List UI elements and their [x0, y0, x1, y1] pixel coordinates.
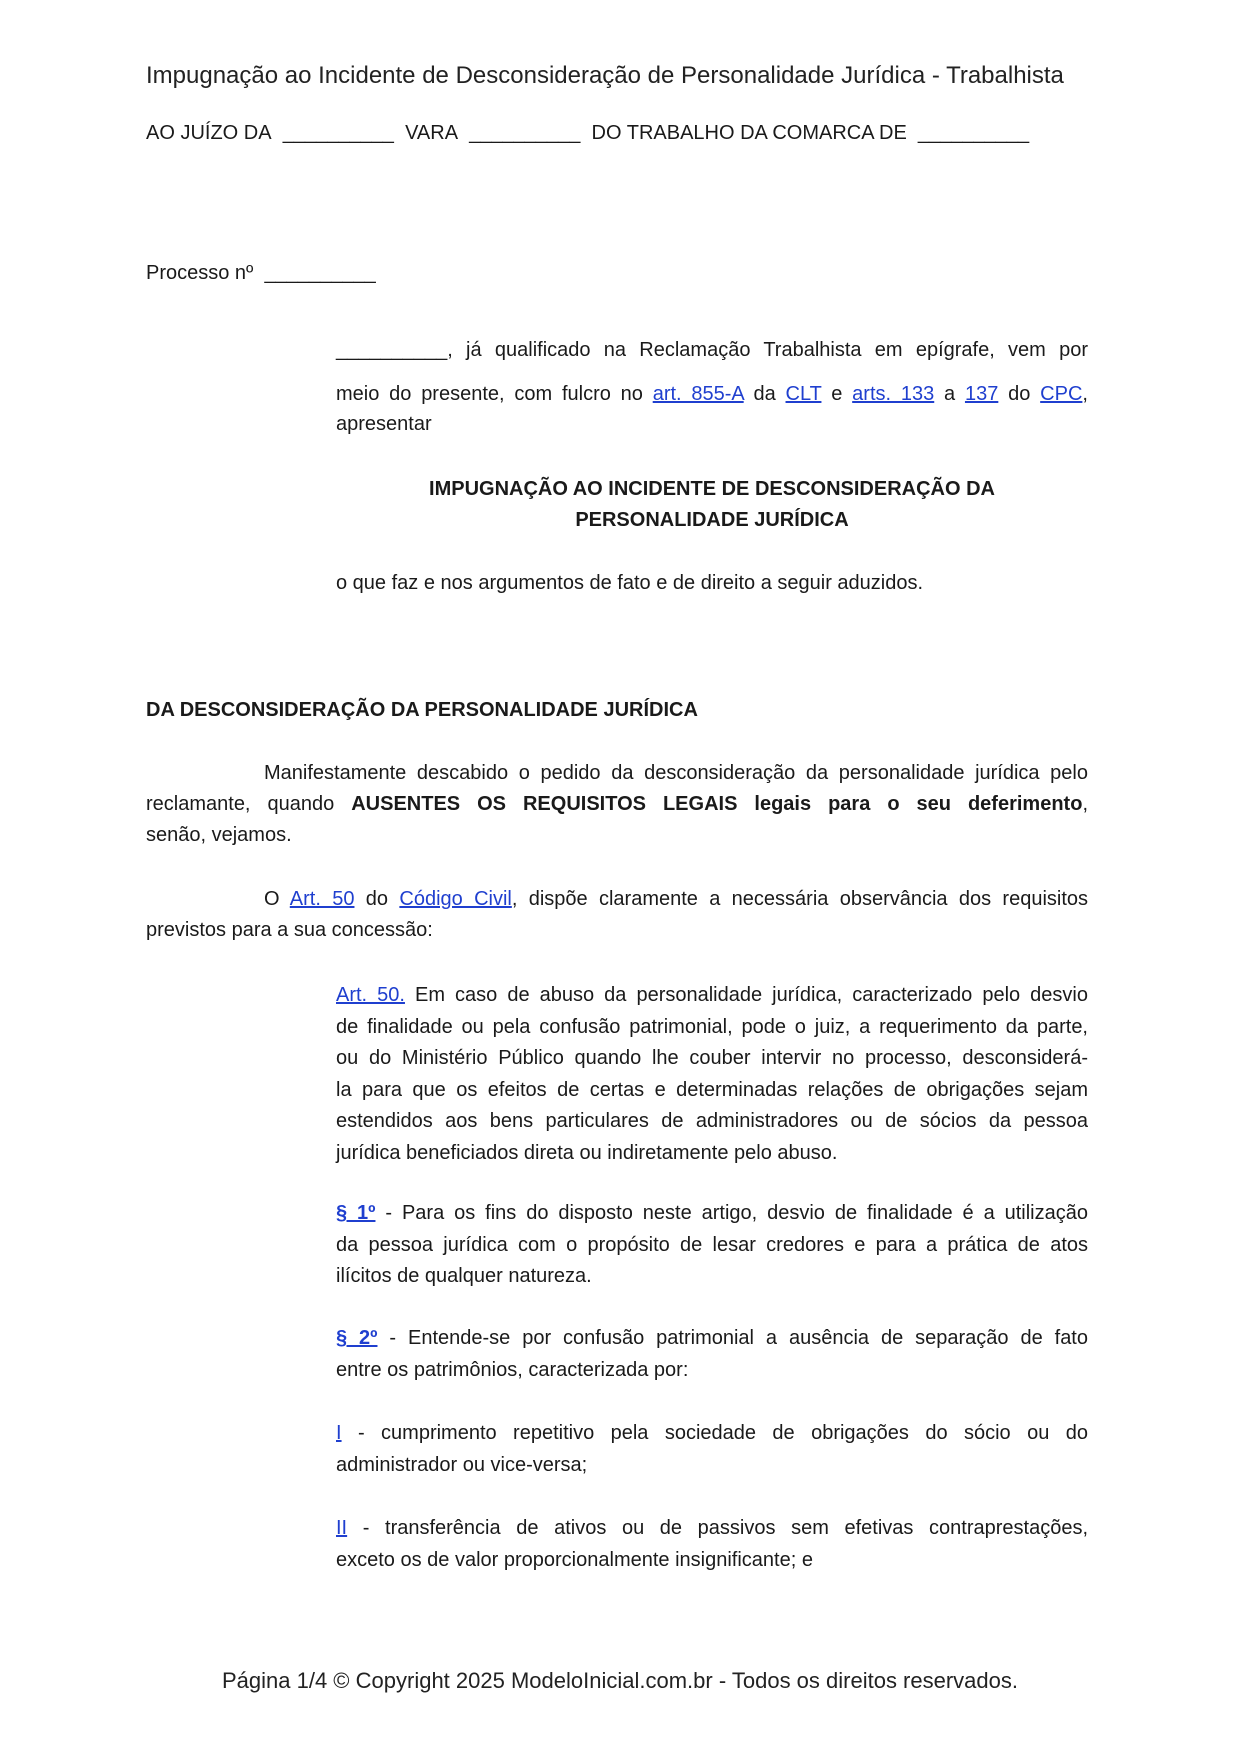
address-juizo: AO JUÍZO DA: [146, 122, 272, 144]
address-line: [146, 118, 1086, 149]
intro-text-2e: do: [1008, 383, 1031, 405]
processo-label: Processo nº: [146, 262, 254, 284]
section-p2-text-c1: ,: [511, 888, 518, 910]
page-footer: Página 1/4 © Copyright 2025 ModeloInicial.com.br - Todos os direitos reservados.: [222, 1668, 1018, 1693]
quote-art-line-2: de finalidade ou pela confusão patrimonial, pode o juiz, a requerimento da parte,: [336, 1015, 1088, 1038]
quote-item-ii: [336, 1513, 1088, 1576]
blank-processo-number: __________: [264, 262, 376, 284]
link-art-855a[interactable]: art. 855-A: [652, 383, 744, 405]
processo-line: [146, 258, 376, 289]
section-p1-line-1: Manifestamente descabido o pedido da desconsideração da personalidade jurídica pelo: [264, 762, 1088, 784]
intro-line-2: [336, 379, 1088, 410]
section-p1-text-2c: ,: [1082, 793, 1088, 815]
quoted-article: [336, 980, 1088, 1169]
link-codigo-civil[interactable]: Código Civil: [399, 888, 512, 910]
intro-line-3: apresentar: [336, 413, 432, 435]
section-p2-text-b: do: [365, 888, 389, 910]
quote-art-line-5: estendidos aos bens particulares de administradores ou de sócios da pessoa: [336, 1110, 1088, 1132]
petition-title-line-1: IMPUGNAÇÃO AO INCIDENTE DE DESCONSIDERAÇÃO DA: [429, 478, 995, 500]
intro-text-1: , já qualificado na Reclamação Trabalhista em epígrafe, vem por: [447, 339, 1088, 361]
section-p1-text-2a: reclamante, quando: [146, 793, 335, 815]
quote-i-line-2: administrador ou vice-versa;: [336, 1453, 588, 1476]
document-header-title: Impugnação ao Incidente de Desconsideração de Personalidade Jurídica - Trabalhista: [146, 62, 1064, 89]
after-title-text: o que faz e nos argumentos de fato e de direito a seguir aduzidos.: [336, 572, 924, 594]
quote-ii-line-1: [336, 1513, 1088, 1545]
link-paragraph-1[interactable]: § 1º: [336, 1202, 376, 1224]
section-p2-line-2: previstos para a sua concessão:: [146, 919, 433, 941]
quote-p1-line-3: ilícitos de qualquer natureza.: [336, 1265, 592, 1287]
link-art-50-quote[interactable]: Art. 50.: [336, 984, 405, 1006]
quote-art-line-3: ou do Ministério Público quando lhe couber intervir no processo, desconsiderá-: [336, 1047, 1088, 1069]
section-p1-line-2: [146, 789, 1088, 820]
address-trabalho: DO TRABALHO DA COMARCA DE: [591, 122, 907, 144]
intro-text-2f: ,: [1082, 383, 1088, 405]
quote-p1-text-1: - Para os fins do disposto neste artigo, desvio de finalidade é a utilização: [375, 1202, 1088, 1224]
quote-i-text-1: - cumprimento repetitivo pela sociedade de obrigações do sócio ou do: [341, 1422, 1088, 1444]
intro-line-1: [336, 335, 1088, 366]
quote-art-line-4: la para que os efeitos de certas e determinadas relações de obrigações sejam: [336, 1078, 1088, 1101]
quote-p1-line-1: [336, 1198, 1088, 1230]
quote-ii-line-2: exceto os de valor proporcionalmente insignificante; e: [336, 1548, 813, 1571]
link-clt[interactable]: CLT: [785, 383, 822, 405]
intro-text-2b: da: [753, 383, 776, 405]
petition-title-line-2: PERSONALIDADE JURÍDICA: [575, 509, 849, 531]
blank-vara-number: __________: [282, 122, 394, 144]
quote-art-text-1: Em caso de abuso da personalidade jurídica, caracterizado pelo desvio: [404, 984, 1088, 1006]
quote-p2-line-1: [336, 1323, 1088, 1355]
intro-text-2a: meio do presente, com fulcro no: [336, 383, 643, 405]
quote-art-line-6: jurídica beneficiados direta ou indiretamente pelo abuso.: [336, 1141, 838, 1164]
petition-title: [336, 474, 1088, 536]
quote-paragraph-1: [336, 1198, 1088, 1293]
quote-item-i: [336, 1418, 1088, 1481]
address-vara: VARA: [405, 122, 459, 144]
section-p2-line-1: [264, 884, 1088, 915]
quote-p1-line-2: da pessoa jurídica com o propósito de lesar credores e para a prática de atos: [336, 1233, 1088, 1256]
blank-party-name: __________: [336, 339, 448, 361]
link-arts-133[interactable]: arts. 133: [852, 383, 935, 405]
quote-p2-line-2: entre os patrimônios, caracterizada por:: [336, 1358, 689, 1381]
link-137[interactable]: 137: [964, 383, 999, 405]
section-p2-text-c: dispõe claramente a necessária observância dos requisitos: [528, 888, 1089, 910]
link-inciso-ii[interactable]: II: [336, 1517, 348, 1539]
section-p2-text-a: O: [264, 888, 280, 910]
link-paragraph-2[interactable]: § 2º: [336, 1327, 378, 1349]
link-inciso-i[interactable]: I: [336, 1422, 342, 1444]
intro-text-2c: e: [831, 383, 843, 405]
section-p1-bold: AUSENTES OS REQUISITOS LEGAIS legais para o seu deferimento: [351, 793, 1083, 815]
blank-vara-name: __________: [469, 122, 581, 144]
blank-comarca: __________: [917, 122, 1030, 144]
section-p1-line-3: senão, vejamos.: [146, 824, 292, 846]
intro-text-2d: a: [944, 383, 956, 405]
section-heading: DA DESCONSIDERAÇÃO DA PERSONALIDADE JURÍDICA: [146, 699, 698, 721]
link-cpc[interactable]: CPC: [1040, 383, 1083, 405]
link-art-50[interactable]: Art. 50: [289, 888, 355, 910]
quote-paragraph-2: [336, 1323, 1088, 1386]
quote-p2-text-1: - Entende-se por confusão patrimonial a ausência de separação de fato: [377, 1327, 1088, 1349]
quote-i-line-1: [336, 1418, 1088, 1450]
quote-ii-text-1: - transferência de ativos ou de passivos sem efetivas contraprestações,: [347, 1517, 1088, 1539]
quote-art-line-1: [336, 980, 1088, 1012]
